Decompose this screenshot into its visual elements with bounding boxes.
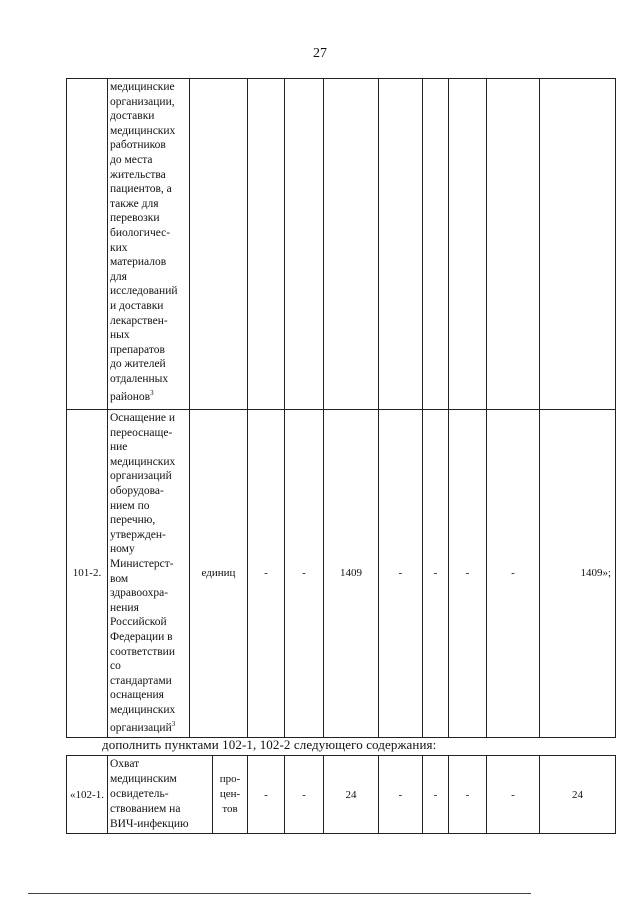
unit-cell [213, 756, 248, 834]
name-line: биологичес- [110, 226, 171, 239]
name-line: до жителей [110, 358, 166, 371]
unit-cell [190, 79, 248, 410]
value-cell: 24 [324, 756, 379, 834]
name-line: утвержден- [110, 528, 166, 541]
value-cell [423, 79, 449, 410]
value-cell: - [379, 410, 423, 738]
name-line: медицинских [110, 703, 176, 716]
value-cell: - [248, 756, 285, 834]
indicator-name [108, 410, 190, 738]
table-row [67, 756, 616, 834]
name-line: ВИЧ-инфекцию [110, 818, 189, 830]
name-line: ние [110, 441, 128, 454]
name-line: работников [110, 139, 166, 152]
footnote-mark: 3 [171, 720, 176, 729]
name-line: нения [110, 601, 139, 614]
continuation-text: дополнить пунктами 102-1, 102-2 следующего содержания: [102, 737, 437, 752]
name-line: пациентов, а [110, 183, 172, 196]
value-cell [248, 79, 285, 410]
name-line: препаратов [110, 343, 165, 356]
value-cell [449, 79, 487, 410]
value-cell: - [285, 410, 324, 738]
name-line: ных [110, 329, 130, 342]
value-cell: - [285, 756, 324, 834]
name-line: Российской [110, 616, 167, 629]
unit-cell: единиц [190, 410, 248, 738]
name-line: Охват [110, 758, 140, 770]
value-cell: 24 [540, 756, 616, 834]
name-line: соответствии [110, 645, 175, 658]
table-row [67, 79, 616, 410]
name-line: вом [110, 572, 129, 585]
unit-line: цен- [219, 788, 241, 800]
name-line: перевозки [110, 212, 160, 225]
row-number: «102-1. [67, 756, 108, 834]
name-line: оснащения [110, 689, 164, 702]
name-line: доставки [110, 110, 155, 123]
name-line: материалов [110, 256, 167, 269]
indicator-name [108, 79, 190, 410]
value-cell [540, 79, 616, 410]
name-line: Оснащение и [110, 412, 176, 424]
name-line: до места [110, 153, 153, 166]
name-line: медицинские [110, 81, 175, 93]
name-line-text: районов [110, 391, 151, 404]
row-number [67, 79, 108, 410]
name-line: со [110, 660, 121, 673]
value-cell: 1409 [324, 410, 379, 738]
name-line-text: организаций [110, 722, 172, 735]
name-line: лекарствен- [110, 314, 168, 327]
name-line: отдаленных [110, 372, 169, 385]
name-line: жительства [110, 168, 166, 181]
value-cell: - [487, 410, 540, 738]
value-cell [285, 79, 324, 410]
value-cell: - [487, 756, 540, 834]
value-cell: - [379, 756, 423, 834]
name-line: Федерации в [110, 630, 173, 643]
name-line: ному [110, 543, 135, 556]
indicator-name [108, 756, 213, 834]
name-line: оборудова- [110, 484, 164, 497]
name-line: исследований [110, 285, 178, 298]
name-line: Министерст- [110, 557, 174, 570]
name-line: организаций [110, 470, 172, 483]
name-line: здравоохра- [110, 587, 169, 600]
value-cell: - [449, 756, 487, 834]
name-line: медицинским [110, 773, 177, 785]
unit-line: про- [219, 773, 241, 785]
name-line: медицинских [110, 124, 176, 137]
name-line: организации, [110, 95, 175, 108]
indicator-table [66, 78, 616, 738]
value-cell: - [449, 410, 487, 738]
name-line: нием по [110, 499, 150, 512]
footnote-divider [28, 893, 531, 894]
name-line: медицинских [110, 455, 176, 468]
name-line-last [110, 717, 187, 735]
name-line: также для [110, 197, 159, 210]
value-cell [324, 79, 379, 410]
name-line: освидетель- [110, 788, 169, 800]
value-cell [487, 79, 540, 410]
table-row [67, 410, 616, 738]
name-line: стандартами [110, 674, 172, 687]
page-number: 27 [313, 46, 327, 61]
name-line: и доставки [110, 299, 164, 312]
value-cell: - [423, 756, 449, 834]
name-line: ствованием на [110, 803, 181, 815]
name-line: для [110, 270, 127, 283]
value-cell: - [248, 410, 285, 738]
unit-line: тов [222, 803, 238, 815]
name-line-last [110, 386, 187, 404]
name-line: ких [110, 241, 128, 254]
new-indicator-table [66, 755, 616, 834]
value-cell [379, 79, 423, 410]
footnote-mark: 3 [150, 389, 154, 398]
row-number: 101-2. [67, 410, 108, 738]
value-cell: - [423, 410, 449, 738]
value-cell: 1409»; [540, 410, 616, 738]
name-line: перечню, [110, 514, 156, 527]
name-line: переоснаще- [110, 426, 173, 439]
